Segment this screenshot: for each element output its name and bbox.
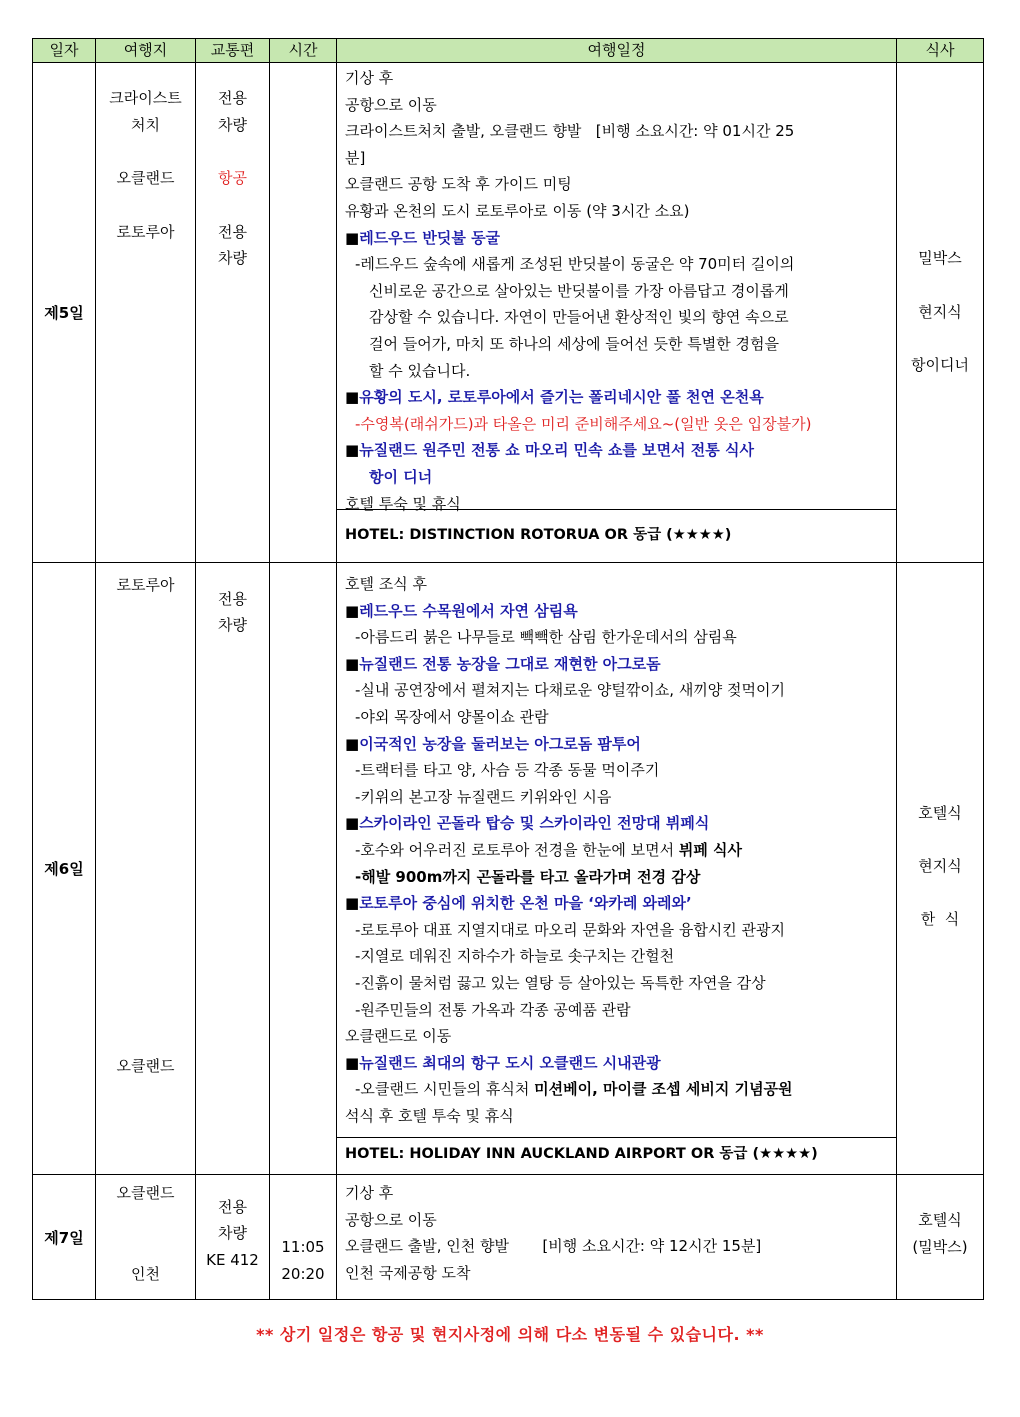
day7-destinations: [96, 1175, 196, 1300]
itinerary-table: [32, 38, 984, 1300]
day7-time-arrive: 20:20: [281, 1265, 325, 1283]
schedule-detail: 감상할 수 있습니다. 자연이 만들어낸 환상적인 빛의 향연 속으로: [369, 308, 789, 327]
day5-meals: [897, 63, 984, 563]
day6-dest-2: 오클랜드: [116, 1057, 175, 1075]
schedule-line: 인천 국제공항 도착: [345, 1263, 471, 1282]
schedule-detail: -로토루아 대표 지열지대로 마오리 문화와 자연을 융합시킨 관광지: [355, 920, 786, 939]
day6-label: 제6일: [33, 563, 96, 1175]
day5-dest-4: 로토루아: [116, 223, 175, 241]
highlight-heading: ■레드우드 수목원에서 자연 삼림욕: [345, 601, 578, 620]
day6-row: [33, 563, 984, 1175]
header-day: 일자: [33, 39, 96, 63]
schedule-detail: -원주민들의 전통 가옥과 각종 공예품 관람: [355, 1000, 631, 1019]
day5-label: 제5일: [33, 63, 96, 563]
table-header: [33, 39, 984, 63]
highlight-heading: ■뉴질랜드 원주민 전통 쇼 마오리 민속 쇼를 보면서 전통 식사: [345, 441, 754, 460]
schedule-detail: 할 수 있습니다.: [369, 361, 471, 380]
schedule-line: 분]: [345, 148, 366, 167]
schedule-detail: -지열로 데워진 지하수가 하늘로 솟구치는 간헐천: [355, 947, 675, 966]
day5-dest-3: 오클랜드: [116, 169, 175, 187]
day6-trans-2: 차량: [218, 616, 247, 634]
day6-meals: [897, 563, 984, 1175]
day7-trans-2: 차량: [218, 1224, 247, 1242]
day5-time: [270, 63, 337, 563]
schedule-detail: -트랙터를 타고 양, 사슴 등 각종 동물 먹이주기: [355, 761, 660, 780]
day5-meal-1: 밀박스: [918, 249, 962, 267]
day5-hotel: HOTEL: DISTINCTION ROTORUA OR 동급 (★★★★): [337, 509, 896, 560]
day7-time: [270, 1175, 337, 1300]
schedule-detail: -실내 공연장에서 펼쳐지는 다채로운 양털깎이쇼, 새끼양 젖먹이기: [355, 681, 786, 700]
day7-time-depart: 11:05: [281, 1238, 325, 1256]
day5-trans-3: 항공: [218, 169, 247, 187]
highlight-heading: ■이국적인 농장을 둘러보는 아그로돔 팜투어: [345, 734, 641, 753]
day6-trans-1: 전용: [218, 590, 247, 608]
schedule-line: 공항으로 이동: [345, 95, 437, 114]
schedule-line: 공항으로 이동: [345, 1210, 437, 1229]
schedule-detail: -호수와 어우러진 로토루아 전경을 한눈에 보면서 뷔페 식사: [355, 840, 743, 859]
day6-dest-1: 로토루아: [116, 576, 175, 594]
day6-destinations: [96, 563, 196, 1175]
day5-trans-4: 전용: [218, 223, 247, 241]
schedule-line: 호텔 투숙 및 휴식: [345, 494, 461, 513]
day7-row: [33, 1175, 984, 1300]
day6-time: [270, 563, 337, 1175]
day6-meal-2: 현지식: [918, 857, 962, 875]
day5-schedule: [337, 63, 897, 563]
schedule-detail: -오클랜드 시민들의 휴식처 미션베이, 마이클 조셉 세비지 기념공원: [355, 1080, 793, 1099]
day7-meals: [897, 1175, 984, 1300]
schedule-line: 기상 후: [345, 69, 394, 87]
day5-trans-2: 차량: [218, 116, 247, 134]
schedule-detail: 걸어 들어가, 마치 또 하나의 세상에 들어선 듯한 특별한 경험을: [369, 334, 779, 353]
schedule-detail: 신비로운 공간으로 살아있는 반딧불이를 가장 아름답고 경이롭게: [369, 281, 789, 300]
schedule-detail: -아름드리 붉은 나무들로 빽빽한 삼림 한가운데서의 삼림욕: [355, 628, 737, 647]
highlight-heading-cont: 항이 디너: [369, 467, 433, 486]
schedule-line: 기상 후: [345, 1184, 394, 1202]
day5-transport: [196, 63, 270, 563]
day6-meal-1: 호텔식: [918, 804, 962, 822]
day7-trans-1: 전용: [218, 1198, 247, 1216]
highlight-heading: ■레드우드 반딧불 동굴: [345, 228, 501, 247]
schedule-line: 호텔 조식 후: [345, 575, 427, 593]
schedule-warning: -수영복(래쉬가드)과 타올은 미리 준비해주세요~(일반 옷은 입장불가): [355, 414, 812, 433]
schedule-detail: -키위의 본고장 뉴질랜드 키위와인 시음: [355, 787, 612, 806]
highlight-heading: ■뉴질랜드 전통 농장을 그대로 재현한 아그로돔: [345, 654, 661, 673]
schedule-detail: -해발 900m까지 곤돌라를 타고 올라가며 전경 감상: [355, 867, 701, 886]
day5-dest-2: 처치: [131, 116, 160, 134]
header-destination: 여행지: [96, 39, 196, 63]
day6-transport: [196, 563, 270, 1175]
day6-hotel: HOTEL: HOLIDAY INN AUCKLAND AIRPORT OR 동급 (★★★★): [337, 1137, 896, 1172]
highlight-heading: ■스카이라인 곤돌라 탑승 및 스카이라인 전망대 뷔페식: [345, 814, 710, 833]
schedule-detail: -야외 목장에서 양몰이쇼 관람: [355, 707, 549, 726]
schedule-line: 오클랜드 출발, 인천 향발 [비행 소요시간: 약 12시간 15분]: [345, 1237, 762, 1256]
header-time: 시간: [270, 39, 337, 63]
disclaimer-note: ** 상기 일정은 항공 및 현지사정에 의해 다소 변동될 수 있습니다. **: [256, 1325, 764, 1344]
day7-label: 제7일: [33, 1175, 96, 1300]
day5-meal-3: 항이디너: [911, 356, 969, 374]
day7-dest-1: 오클랜드: [116, 1184, 175, 1202]
itinerary: [32, 38, 983, 1300]
header-meals: 식사: [897, 39, 984, 63]
day7-dest-2: 인천: [131, 1265, 160, 1283]
day6-schedule: [337, 563, 897, 1175]
day5-dest-1: 크라이스트: [109, 89, 182, 107]
header-schedule: 여행일정: [337, 39, 897, 63]
day7-schedule: [337, 1175, 897, 1300]
highlight-heading: ■로토루아 중심에 위치한 온천 마을 ‘와카레 와레와’: [345, 894, 692, 913]
day7-trans-3: KE 412: [206, 1251, 259, 1269]
highlight-heading: ■뉴질랜드 최대의 항구 도시 오클랜드 시내관광: [345, 1053, 661, 1072]
schedule-detail: -레드우드 숲속에 새롭게 조성된 반딧불이 동굴은 약 70미터 길이의: [355, 255, 795, 274]
schedule-detail: -진흙이 물처럼 끓고 있는 열탕 등 살아있는 독특한 자연을 감상: [355, 973, 766, 992]
header-transport: 교통편: [196, 39, 270, 63]
day7-meal-1: 호텔식: [918, 1211, 962, 1229]
day5-meal-2: 현지식: [918, 303, 962, 321]
day7-meal-2: (밀박스): [912, 1238, 968, 1256]
day5-trans-5: 차량: [218, 249, 247, 267]
day5-destinations: [96, 63, 196, 563]
day7-transport: [196, 1175, 270, 1300]
schedule-line: 크라이스트처치 출발, 오클랜드 향발 [비행 소요시간: 약 01시간 25: [345, 122, 795, 141]
schedule-line: 오클랜드 공항 도착 후 가이드 미팅: [345, 175, 572, 194]
day5-trans-1: 전용: [218, 89, 247, 107]
day6-meal-3: 한 식: [920, 910, 960, 928]
highlight-heading: ■유황의 도시, 로토루아에서 즐기는 폴리네시안 풀 천연 온천욕: [345, 388, 764, 407]
schedule-line: 오클랜드로 이동: [345, 1027, 452, 1046]
schedule-line: 유황과 온천의 도시 로토루아로 이동 (약 3시간 소요): [345, 201, 690, 220]
schedule-line: 석식 후 호텔 투숙 및 휴식: [345, 1106, 514, 1125]
day5-row: [33, 63, 984, 563]
